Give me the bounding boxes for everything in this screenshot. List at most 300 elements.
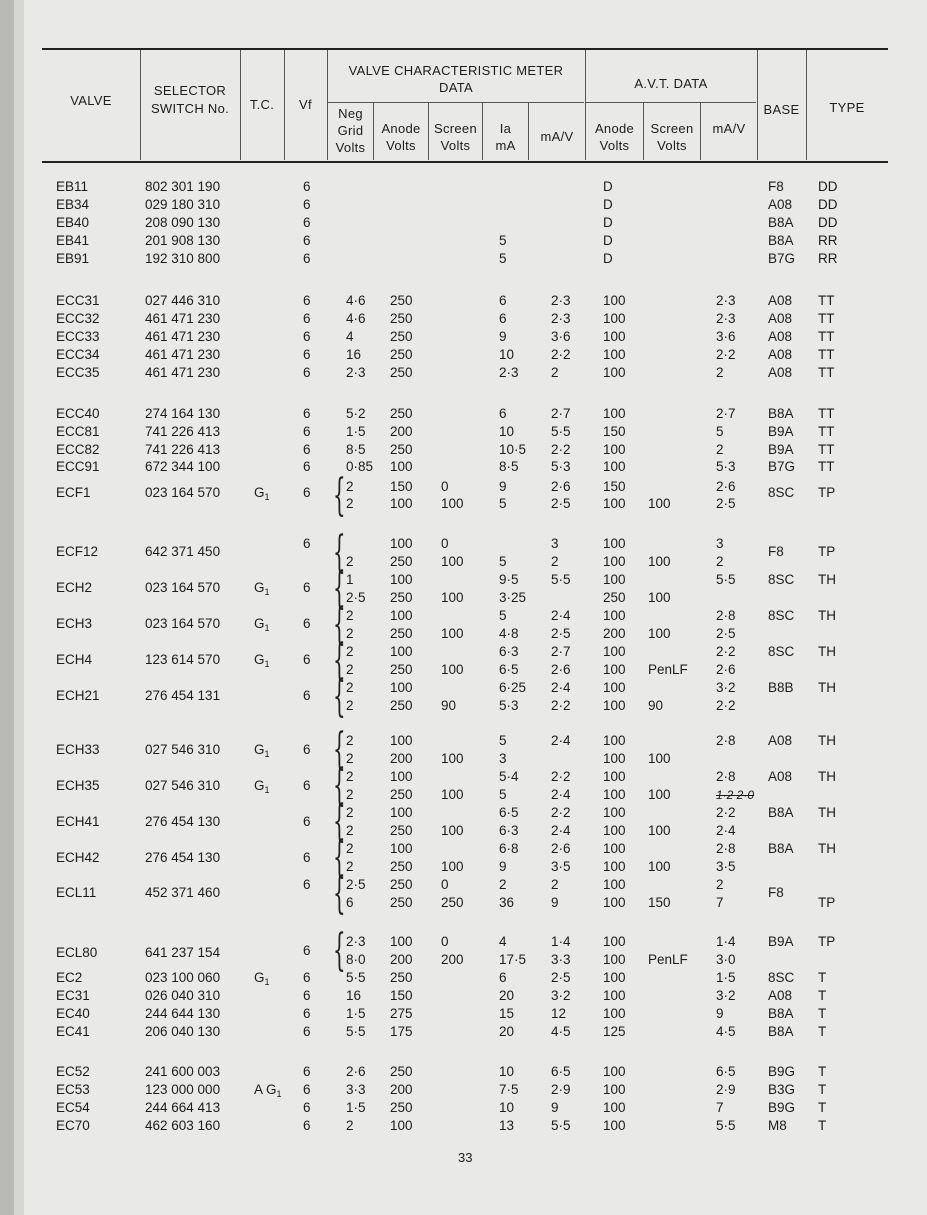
cell-type: T <box>818 1082 827 1097</box>
cell-anode: 100 <box>390 733 413 748</box>
cell-valve: ECH4 <box>56 652 93 667</box>
header-neg-grid-1: Neg <box>338 106 363 121</box>
cell-avt-anode: 100 <box>603 442 626 457</box>
cell-neg: 2 <box>346 644 354 659</box>
cell-anode: 200 <box>390 952 413 967</box>
cell-avt-anode: 100 <box>603 877 626 892</box>
cell-avt-mav: 1·2 2·0 <box>716 788 755 802</box>
tc-subscript: 1 <box>264 785 270 795</box>
cell-avt-mav: 2·9 <box>716 1082 736 1097</box>
cell-anode: 250 <box>390 442 413 457</box>
cell-screen: 100 <box>441 554 464 569</box>
cell-sel: 274 164 130 <box>145 406 221 421</box>
cell-avt-mav: 3·5 <box>716 859 736 874</box>
cell-avt-anode: 100 <box>603 496 626 511</box>
cell-mav: 2·2 <box>551 769 571 784</box>
cell-type: TT <box>818 406 835 421</box>
cell-ia: 5 <box>499 554 507 569</box>
cell-base: B9A <box>768 934 794 949</box>
cell-type: TP <box>818 895 836 910</box>
cell-anode: 250 <box>390 787 413 802</box>
brace-icon: { <box>333 470 346 521</box>
cell-valve: ECF12 <box>56 544 99 559</box>
cell-neg: 2 <box>346 733 354 748</box>
cell-neg: 4·6 <box>346 311 366 326</box>
cell-mav: 2·2 <box>551 442 571 457</box>
cell-valve: ECC82 <box>56 442 100 457</box>
cell-mav: 2·4 <box>551 680 571 695</box>
cell-ia: 5·4 <box>499 769 519 784</box>
cell-vf: 6 <box>303 197 311 212</box>
cell-sel: 123 614 570 <box>145 652 221 667</box>
cell-base: B8A <box>768 215 794 230</box>
cell-avt-anode: 125 <box>603 1024 626 1039</box>
cell-vf: 6 <box>303 311 311 326</box>
cell-avt-anode: 250 <box>603 590 626 605</box>
cell-avt-anode: 100 <box>603 934 626 949</box>
header-ia-2: mA <box>495 138 516 153</box>
cell-avt-mav: 5·3 <box>716 459 736 474</box>
brace-icon: { <box>333 635 346 686</box>
cell-avt-mav: 2·3 <box>716 293 736 308</box>
cell-avt-anode: 100 <box>603 293 626 308</box>
cell-avt-mav: 2·5 <box>716 496 736 511</box>
cell-type: TH <box>818 841 836 856</box>
cell-type: TT <box>818 293 835 308</box>
cell-avt-mav: 2·8 <box>716 733 736 748</box>
cell-mav: 3 <box>551 536 559 551</box>
cell-avt-mav: 2·2 <box>716 644 736 659</box>
tc-subscript: 1 <box>264 749 270 759</box>
cell-neg: 2 <box>346 608 354 623</box>
cell-vf: 6 <box>303 459 311 474</box>
cell-vf: 6 <box>303 778 311 793</box>
cell-neg: 2·3 <box>346 934 366 949</box>
cell-avt-anode: 100 <box>603 769 626 784</box>
cell-anode: 100 <box>390 644 413 659</box>
cell-neg: 6 <box>346 895 354 910</box>
header-anode-2: Volts <box>386 138 416 153</box>
cell-anode: 100 <box>390 769 413 784</box>
cell-mav: 2·6 <box>551 479 571 494</box>
cell-avt-mav: 2·2 <box>716 698 736 713</box>
cell-base: 8SC <box>768 485 795 500</box>
cell-ia: 10 <box>499 1064 515 1079</box>
cell-vf: 6 <box>303 988 311 1003</box>
header-top-rule <box>42 48 888 50</box>
cell-type: TH <box>818 644 836 659</box>
cell-avt-anode: 100 <box>603 952 626 967</box>
cell-mav: 2·4 <box>551 823 571 838</box>
cell-ia: 2 <box>499 877 507 892</box>
cell-tc: $G_1$ <box>254 778 270 795</box>
cell-avt-anode: D <box>603 251 613 266</box>
cell-mav: 6·5 <box>551 1064 571 1079</box>
cell-base: B8A <box>768 233 794 248</box>
header-neg-grid-3: Volts <box>335 140 366 155</box>
header-vf: Vf <box>299 97 312 112</box>
cell-vf: 6 <box>303 970 311 985</box>
cell-vf: 6 <box>303 251 311 266</box>
cell-mav: 5·5 <box>551 424 571 439</box>
cell-ia: 6·8 <box>499 841 519 856</box>
cell-ia: 3 <box>499 751 507 766</box>
cell-avt-anode: 100 <box>603 698 626 713</box>
header-type: TYPE <box>829 100 865 115</box>
cell-valve: ECH42 <box>56 850 100 865</box>
cell-type: T <box>818 1064 827 1079</box>
cell-sel: 023 100 060 <box>145 970 221 985</box>
cell-sel: 461 471 230 <box>145 329 221 344</box>
page-spine-edge <box>14 0 24 1215</box>
cell-base: B8A <box>768 1024 794 1039</box>
cell-base: A08 <box>768 197 793 212</box>
header-anode-1: Anode <box>381 121 421 136</box>
header-bottom-rule <box>42 161 888 163</box>
cell-base: B8A <box>768 841 794 856</box>
cell-avt-screen: 100 <box>648 554 671 569</box>
cell-avt-anode: 100 <box>603 859 626 874</box>
cell-mav: 3·5 <box>551 859 571 874</box>
cell-type: TH <box>818 680 836 695</box>
cell-anode: 250 <box>390 347 413 362</box>
cell-sel: 241 600 003 <box>145 1064 221 1079</box>
cell-type: TH <box>818 733 836 748</box>
cell-type: TT <box>818 442 835 457</box>
cell-mav: 2·5 <box>551 626 571 641</box>
cell-ia: 5 <box>499 608 507 623</box>
cell-base: B8A <box>768 1006 794 1021</box>
cell-ia: 5 <box>499 233 507 248</box>
cell-base: B9A <box>768 424 794 439</box>
cell-mav: 2·7 <box>551 644 571 659</box>
page-spine-shadow <box>0 0 14 1215</box>
cell-ia: 10 <box>499 424 515 439</box>
cell-base: B3G <box>768 1082 796 1097</box>
cell-base: B8B <box>768 680 794 695</box>
cell-avt-mav: 1·5 <box>716 970 736 985</box>
cell-avt-mav: 3 <box>716 536 724 551</box>
cell-avt-anode: 100 <box>603 805 626 820</box>
cell-anode: 100 <box>390 608 413 623</box>
cell-neg: 4·6 <box>346 293 366 308</box>
cell-neg: 2 <box>346 841 354 856</box>
cell-anode: 250 <box>390 1064 413 1079</box>
cell-mav: 2·3 <box>551 311 571 326</box>
cell-screen: 100 <box>441 590 464 605</box>
cell-vf: 6 <box>303 850 311 865</box>
cell-valve: EC52 <box>56 1064 90 1079</box>
cell-avt-anode: 100 <box>603 644 626 659</box>
cell-valve: EC2 <box>56 970 83 985</box>
cell-vf: 6 <box>303 943 311 958</box>
cell-screen: 100 <box>441 662 464 677</box>
cell-ia: 6 <box>499 293 507 308</box>
cell-anode: 100 <box>390 572 413 587</box>
cell-valve: ECF1 <box>56 485 91 500</box>
header-avt: A.V.T. DATA <box>634 76 708 91</box>
cell-sel: 461 471 230 <box>145 347 221 362</box>
cell-avt-anode: 100 <box>603 406 626 421</box>
header-selector-line2: SWITCH No. <box>150 101 230 116</box>
cell-tc: $G_1$ <box>254 580 270 597</box>
cell-neg: 2 <box>346 751 354 766</box>
cell-sel: 023 164 570 <box>145 580 221 595</box>
cell-base: B8A <box>768 805 794 820</box>
cell-type: TT <box>818 365 835 380</box>
cell-base: 8SC <box>768 644 795 659</box>
cell-mav: 3·2 <box>551 988 571 1003</box>
cell-neg: 16 <box>346 347 362 362</box>
cell-anode: 100 <box>390 496 413 511</box>
tc-subscript: 1 <box>264 659 270 669</box>
brace-icon: { <box>333 796 346 847</box>
cell-base: A08 <box>768 733 793 748</box>
cell-avt-screen: 100 <box>648 496 671 511</box>
cell-avt-anode: 100 <box>603 365 626 380</box>
cell-anode: 100 <box>390 805 413 820</box>
cell-sel: 461 471 230 <box>145 365 221 380</box>
cell-anode: 175 <box>390 1024 413 1039</box>
cell-sel: 123 000 000 <box>145 1082 221 1097</box>
cell-anode: 200 <box>390 751 413 766</box>
cell-neg: 2·5 <box>346 877 366 892</box>
header-tc: T.C. <box>249 97 275 112</box>
cell-avt-screen: 90 <box>648 698 664 713</box>
cell-type: T <box>818 988 827 1003</box>
cell-avt-mav: 3·2 <box>716 988 736 1003</box>
cell-valve: EB40 <box>56 215 90 230</box>
cell-sel: 741 226 413 <box>145 424 221 439</box>
cell-sel: 027 546 310 <box>145 778 221 793</box>
cell-mav: 2·6 <box>551 662 571 677</box>
header-base: BASE <box>763 102 800 117</box>
cell-anode: 250 <box>390 626 413 641</box>
cell-ia: 20 <box>499 1024 515 1039</box>
cell-base: B9A <box>768 442 794 457</box>
cell-ia: 5 <box>499 251 507 266</box>
cell-avt-anode: D <box>603 233 613 248</box>
cell-sel: 741 226 413 <box>145 442 221 457</box>
cell-mav: 5·5 <box>551 572 571 587</box>
cell-sel: 026 040 310 <box>145 988 221 1003</box>
cell-ia: 5 <box>499 496 507 511</box>
cell-type: TT <box>818 424 835 439</box>
cell-neg: 2 <box>346 680 354 695</box>
header-valve: VALVE <box>70 93 112 108</box>
cell-avt-screen: 100 <box>648 787 671 802</box>
cell-type: TT <box>818 347 835 362</box>
cell-sel: 201 908 130 <box>145 233 221 248</box>
cell-ia: 6·5 <box>499 805 519 820</box>
brace-icon: { <box>333 599 346 650</box>
cell-sel: 023 164 570 <box>145 485 221 500</box>
cell-ia: 10·5 <box>499 442 527 457</box>
cell-ia: 10 <box>499 347 515 362</box>
header-screen-1: Screen <box>434 121 477 136</box>
cell-avt-anode: 100 <box>603 311 626 326</box>
cell-anode: 250 <box>390 311 413 326</box>
cell-anode: 250 <box>390 293 413 308</box>
cell-neg: 2 <box>346 626 354 641</box>
cell-vf: 6 <box>303 580 311 595</box>
cell-anode: 250 <box>390 698 413 713</box>
cell-vf: 6 <box>303 1082 311 1097</box>
cell-valve: EC70 <box>56 1118 90 1133</box>
cell-avt-anode: D <box>603 215 613 230</box>
cell-neg: 16 <box>346 988 362 1003</box>
cell-anode: 100 <box>390 934 413 949</box>
cell-anode: 200 <box>390 1082 413 1097</box>
cell-base: M8 <box>768 1118 787 1133</box>
cell-tc: $G_1$ <box>254 970 270 987</box>
cell-sel: 461 471 230 <box>145 311 221 326</box>
cell-valve: ECH41 <box>56 814 100 829</box>
cell-ia: 6 <box>499 406 507 421</box>
cell-type: TP <box>818 544 836 559</box>
cell-valve: ECH35 <box>56 778 100 793</box>
cell-screen: 100 <box>441 751 464 766</box>
cell-mav: 9 <box>551 1100 559 1115</box>
cell-vf: 6 <box>303 215 311 230</box>
cell-tc: $G_1$ <box>254 616 270 633</box>
cell-base: B9G <box>768 1100 796 1115</box>
cell-ia: 6·5 <box>499 662 519 677</box>
cell-base: 8SC <box>768 970 795 985</box>
cell-type: T <box>818 1100 827 1115</box>
cell-mav: 2·3 <box>551 293 571 308</box>
cell-tc: A $G_1$ <box>254 1082 282 1099</box>
cell-type: T <box>818 970 827 985</box>
cell-avt-mav: 6·5 <box>716 1064 736 1079</box>
cell-mav: 4·5 <box>551 1024 571 1039</box>
header-meter-line1: VALVE CHARACTERISTIC METER <box>348 63 564 78</box>
cell-avt-mav: 4·5 <box>716 1024 736 1039</box>
cell-anode: 100 <box>390 680 413 695</box>
cell-valve: ECC33 <box>56 329 100 344</box>
cell-mav: 2·2 <box>551 698 571 713</box>
cell-type: TT <box>818 329 835 344</box>
cell-base: A08 <box>768 988 793 1003</box>
cell-sel: 452 371 460 <box>145 885 221 900</box>
tc-subscript: 1 <box>264 977 270 987</box>
cell-valve: ECC91 <box>56 459 100 474</box>
cell-type: RR <box>818 233 838 248</box>
cell-sel: 276 454 130 <box>145 814 221 829</box>
cell-avt-screen: 100 <box>648 590 671 605</box>
header-selector-line1: SELECTOR <box>153 83 227 98</box>
cell-tc: $G_1$ <box>254 485 270 502</box>
brace-icon: { <box>333 868 346 919</box>
cell-valve: EC31 <box>56 988 90 1003</box>
cell-avt-mav: 2·5 <box>716 626 736 641</box>
cell-mav: 5·5 <box>551 1118 571 1133</box>
cell-avt-mav: 2 <box>716 442 724 457</box>
cell-neg: 5·5 <box>346 1024 366 1039</box>
cell-anode: 275 <box>390 1006 413 1021</box>
cell-vf: 6 <box>303 1006 311 1021</box>
cell-avt-screen: 100 <box>648 859 671 874</box>
cell-avt-mav: 2·2 <box>716 805 736 820</box>
cell-base: A08 <box>768 311 793 326</box>
cell-base: A08 <box>768 347 793 362</box>
cell-ia: 5·3 <box>499 698 519 713</box>
cell-anode: 250 <box>390 329 413 344</box>
cell-avt-anode: 100 <box>603 572 626 587</box>
cell-sel: 206 040 130 <box>145 1024 221 1039</box>
cell-avt-anode: 150 <box>603 424 626 439</box>
cell-neg: 5·5 <box>346 970 366 985</box>
cell-base: F8 <box>768 885 784 900</box>
cell-screen: 100 <box>441 823 464 838</box>
cell-anode: 100 <box>390 536 413 551</box>
cell-type: DD <box>818 215 838 230</box>
cell-anode: 200 <box>390 424 413 439</box>
cell-vf: 6 <box>303 1118 311 1133</box>
cell-neg: 2 <box>346 1118 354 1133</box>
cell-neg: 2 <box>346 823 354 838</box>
cell-avt-anode: 100 <box>603 733 626 748</box>
cell-avt-mav: 2·8 <box>716 608 736 623</box>
tc-subscript: 1 <box>264 623 270 633</box>
cell-neg: 2·3 <box>346 365 366 380</box>
cell-vf: 6 <box>303 442 311 457</box>
cell-vf: 6 <box>303 179 311 194</box>
cell-avt-screen: PenLF <box>648 952 688 967</box>
cell-valve: EC40 <box>56 1006 90 1021</box>
cell-anode: 150 <box>390 479 413 494</box>
cell-avt-anode: 100 <box>603 662 626 677</box>
cell-valve: EC54 <box>56 1100 90 1115</box>
cell-screen: 90 <box>441 698 457 713</box>
cell-valve: ECC40 <box>56 406 100 421</box>
cell-mav: 2·2 <box>551 347 571 362</box>
cell-valve: ECL11 <box>56 885 97 900</box>
cell-valve: EC53 <box>56 1082 90 1097</box>
cell-mav: 5·3 <box>551 459 571 474</box>
cell-ia: 13 <box>499 1118 515 1133</box>
cell-base: 8SC <box>768 572 795 587</box>
cell-avt-anode: 100 <box>603 988 626 1003</box>
cell-sel: 641 237 154 <box>145 945 221 960</box>
cell-neg: 2 <box>346 479 354 494</box>
cell-avt-anode: 100 <box>603 1006 626 1021</box>
cell-base: B9G <box>768 1064 796 1079</box>
cell-neg: 2 <box>346 805 354 820</box>
cell-neg: 0·85 <box>346 459 374 474</box>
cell-avt-mav: 2·2 <box>716 347 736 362</box>
cell-avt-mav: 2 <box>716 554 724 569</box>
cell-screen: 0 <box>441 934 449 949</box>
cell-avt-mav: 5 <box>716 424 724 439</box>
cell-sel: 276 454 131 <box>145 688 221 703</box>
cell-mav: 2·2 <box>551 805 571 820</box>
cell-vf: 6 <box>303 365 311 380</box>
cell-avt-mav: 2·8 <box>716 841 736 856</box>
cell-vf: 6 <box>303 233 311 248</box>
cell-base: F8 <box>768 544 784 559</box>
cell-valve: EB91 <box>56 251 90 266</box>
cell-valve: EC41 <box>56 1024 90 1039</box>
cell-avt-anode: 100 <box>603 347 626 362</box>
cell-ia: 9 <box>499 329 507 344</box>
cell-mav: 2 <box>551 554 559 569</box>
cell-valve: ECC35 <box>56 365 100 380</box>
cell-ia: 6·25 <box>499 680 527 695</box>
cell-valve: ECC34 <box>56 347 100 362</box>
cell-neg: 2 <box>346 698 354 713</box>
cell-sel: 023 164 570 <box>145 616 221 631</box>
